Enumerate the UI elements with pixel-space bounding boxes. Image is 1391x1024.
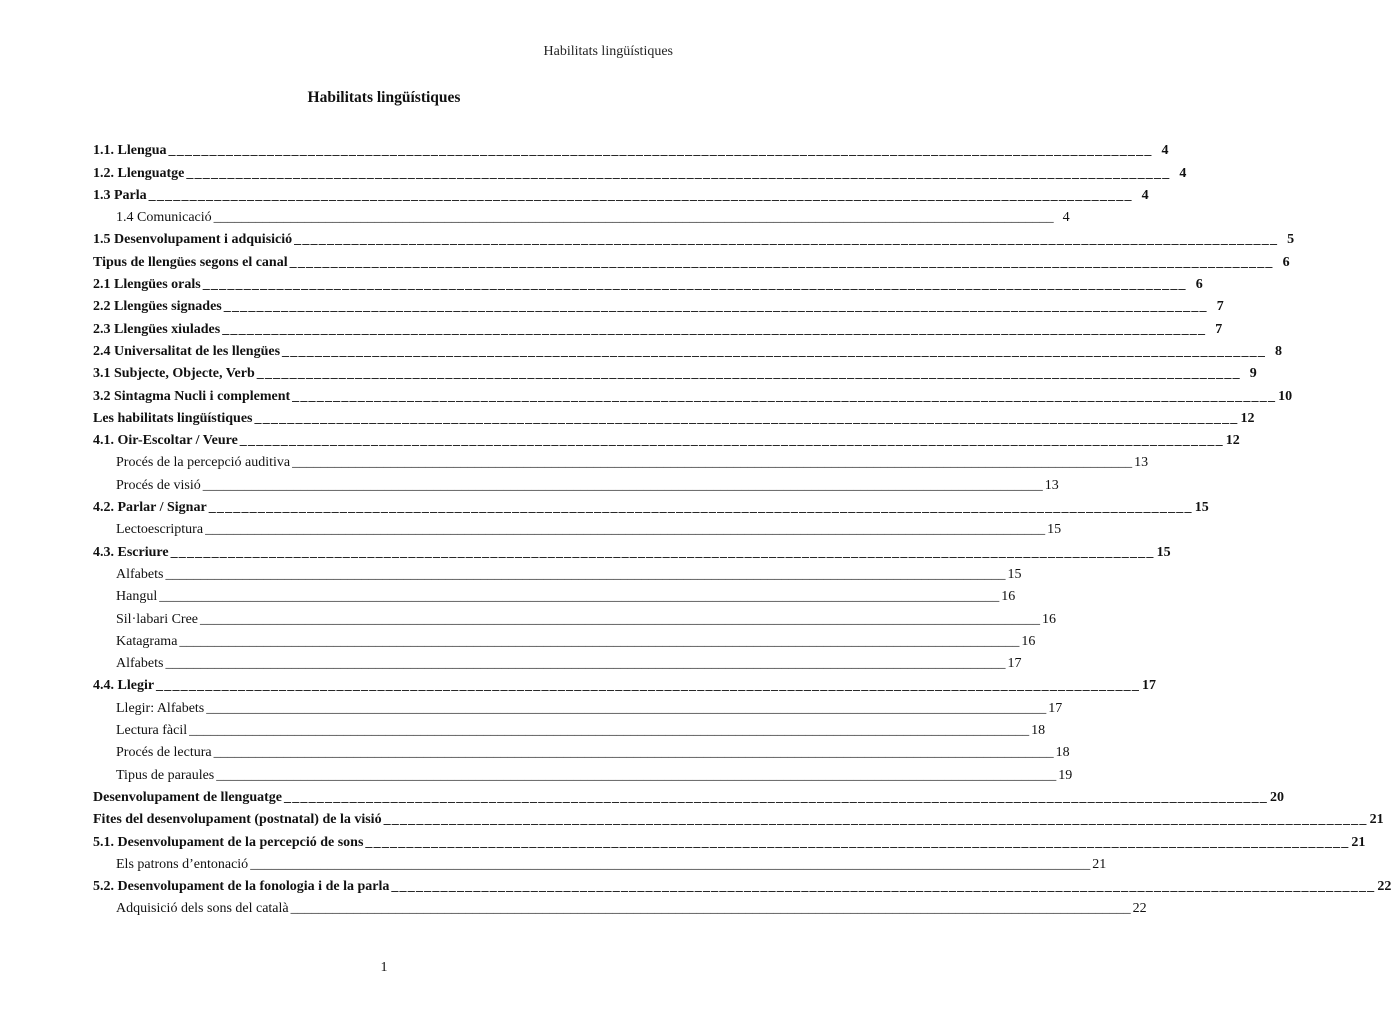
toc-entry-label: Tipus de paraules	[116, 767, 215, 783]
toc-entry[interactable]	[93, 159, 1187, 181]
toc-entry-page: 10	[1278, 388, 1293, 404]
toc-entry[interactable]	[93, 561, 1022, 583]
toc-leader: ________________________________________________________________________________________________________________________	[148, 187, 1133, 203]
toc-entry-label: Lectura fàcil	[116, 723, 188, 739]
toc-leader: ________________________________________________________________________________________________________________________	[202, 277, 1187, 293]
toc-entry-page: 21	[1092, 856, 1107, 872]
toc-entry[interactable]	[93, 672, 1157, 694]
toc-entry-page: 21	[1369, 812, 1384, 828]
toc-entry[interactable]	[93, 338, 1283, 360]
toc-entry[interactable]	[93, 628, 1036, 650]
toc-leader: ________________________________________________________________________________________________________________________	[200, 611, 1041, 627]
toc-entry[interactable]	[93, 650, 1022, 672]
toc-entry-page: 16	[1001, 589, 1016, 605]
toc-entry-page: 22	[1132, 901, 1147, 917]
toc-entry[interactable]	[93, 293, 1224, 315]
toc-entry-label: Procés de la percepció auditiva	[116, 455, 291, 471]
toc-leader: ________________________________________________________________________________________________________________________	[213, 745, 1054, 761]
toc-entry[interactable]	[93, 315, 1223, 337]
toc-entry-label: 1.4 Comunicació	[116, 210, 212, 226]
toc-leader: ________________________________________________________________________________________________________________________	[284, 789, 1268, 805]
toc-entry[interactable]	[93, 739, 1070, 761]
toc-entry[interactable]	[93, 248, 1290, 270]
toc-entry-label: Procés de visió	[116, 477, 201, 493]
toc-entry-label: 2.2 Llengües signades	[93, 299, 222, 315]
toc-leader: ________________________________________________________________________________________________________________________	[289, 254, 1274, 270]
toc-leader: ________________________________________________________________________________________________________________________	[186, 165, 1171, 181]
toc-leader: ________________________________________________________________________________________________________________________	[216, 767, 1057, 783]
toc-entry[interactable]	[93, 895, 1147, 917]
toc-entry-label: 5.1. Desenvolupament de la percepció de sons	[93, 834, 364, 850]
toc-entry[interactable]	[93, 204, 1070, 226]
toc-leader: ________________________________________________________________________________________________________________________	[250, 856, 1091, 872]
toc-leader: ________________________________________________________________________________________________________________________	[213, 210, 1054, 226]
toc-entry-page: 6	[1195, 277, 1203, 293]
toc-entry-page: 13	[1044, 477, 1059, 493]
toc-entry-page: 17	[1048, 700, 1063, 716]
toc-leader: ________________________________________________________________________________________________________________________	[282, 343, 1267, 359]
toc-entry[interactable]	[93, 717, 1046, 739]
running-header: Habilitats lingüístiques	[543, 44, 673, 59]
toc-leader: ________________________________________________________________________________________________________________________	[292, 455, 1133, 471]
toc-entry[interactable]	[93, 605, 1057, 627]
toc-entry-label: 3.1 Subjecte, Objecte, Verb	[93, 366, 255, 382]
toc-entry-label: Adquisició dels sons del català	[116, 901, 289, 917]
toc-entry-label: 4.1. Oir-Escoltar / Veure	[93, 433, 238, 449]
toc-leader: ________________________________________________________________________________________________________________________	[189, 723, 1030, 739]
toc-leader: ________________________________________________________________________________________________________________________	[222, 321, 1207, 337]
toc-entry-label: 4.2. Parlar / Signar	[93, 500, 207, 516]
toc-entry[interactable]	[93, 583, 1016, 605]
toc-entry[interactable]	[93, 516, 1062, 538]
toc-entry-page: 19	[1058, 767, 1073, 783]
page-number: 1	[380, 960, 388, 975]
toc-entry-label: Alfabets	[116, 656, 164, 672]
toc-entry-label: 5.2. Desenvolupament de la fonologia i de la parla	[93, 879, 390, 895]
toc-entry-label: Katagrama	[116, 633, 178, 649]
toc-leader: ________________________________________________________________________________________________________________________	[205, 522, 1046, 538]
toc-leader: ________________________________________________________________________________________________________________________	[256, 366, 1241, 382]
toc-entry-label: 1.1. Llengua	[93, 143, 167, 159]
toc-leader: ________________________________________________________________________________________________________________________	[165, 566, 1006, 582]
toc-entry-page: 7	[1216, 299, 1224, 315]
toc-entry[interactable]	[93, 851, 1107, 873]
toc-leader: ________________________________________________________________________________________________________________________	[391, 879, 1376, 895]
toc-leader: ________________________________________________________________________________________________________________________	[383, 812, 1368, 828]
toc-leader: ________________________________________________________________________________________________________________________	[170, 544, 1155, 560]
toc-entry-page: 18	[1055, 745, 1070, 761]
toc-entry-page: 5	[1287, 232, 1295, 248]
toc-entry-label: Alfabets	[116, 566, 164, 582]
toc-entry-page: 15	[1007, 566, 1022, 582]
toc-entry-label: 1.3 Parla	[93, 187, 147, 203]
table-of-contents	[93, 137, 1391, 917]
toc-entry[interactable]	[93, 494, 1209, 516]
toc-entry-page: 17	[1007, 656, 1022, 672]
toc-entry-label: 4.3. Escriure	[93, 544, 169, 560]
toc-entry-label: 2.1 Llengües orals	[93, 277, 201, 293]
toc-entry-page: 6	[1282, 254, 1290, 270]
toc-entry-page: 4	[1141, 187, 1149, 203]
toc-entry-page: 7	[1215, 321, 1223, 337]
toc-leader: ________________________________________________________________________________________________________________________	[179, 633, 1020, 649]
toc-entry-page: 15	[1156, 544, 1171, 560]
toc-entry[interactable]	[93, 449, 1149, 471]
toc-leader: ________________________________________________________________________________________________________________________	[159, 589, 1000, 605]
toc-leader: ________________________________________________________________________________________________________________________	[156, 678, 1141, 694]
toc-entry-page: 12	[1240, 410, 1255, 426]
toc-entry-label: Procés de lectura	[116, 745, 212, 761]
toc-entry-label: Els patrons d’entonació	[116, 856, 249, 872]
toc-entry-page: 18	[1031, 723, 1046, 739]
toc-leader: ________________________________________________________________________________________________________________________	[294, 232, 1279, 248]
toc-entry[interactable]	[93, 405, 1255, 427]
toc-entry-page: 15	[1047, 522, 1062, 538]
toc-entry-label: Llegir: Alfabets	[116, 700, 205, 716]
toc-entry-label: Lectoescriptura	[116, 522, 204, 538]
toc-entry-page: 17	[1142, 678, 1157, 694]
toc-entry[interactable]	[93, 271, 1203, 293]
toc-leader: ________________________________________________________________________________________________________________________	[254, 410, 1239, 426]
toc-leader: ________________________________________________________________________________________________________________________	[365, 834, 1350, 850]
toc-entry-page: 16	[1042, 611, 1057, 627]
toc-leader: ________________________________________________________________________________________________________________________	[223, 299, 1208, 315]
toc-entry-label: 3.2 Sintagma Nucli i complement	[93, 388, 291, 404]
toc-entry-label: Desenvolupament de llenguatge	[93, 789, 282, 805]
toc-entry-page: 8	[1275, 343, 1283, 359]
toc-entry[interactable]	[93, 828, 1366, 850]
toc-entry-label: Les habilitats lingüístiques	[93, 410, 253, 426]
toc-entry-label: Hangul	[116, 589, 158, 605]
toc-entry-label: 1.2. Llenguatge	[93, 165, 185, 181]
toc-entry-page: 20	[1270, 789, 1284, 805]
toc-entry-label: Sil·labari Cree	[116, 611, 199, 627]
toc-entry-page: 4	[1179, 165, 1187, 181]
toc-entry-label: Fites del desenvolupament (postnatal) de la visió	[93, 812, 382, 828]
toc-entry[interactable]	[93, 471, 1059, 493]
toc-entry[interactable]	[93, 873, 1391, 895]
toc-entry[interactable]	[93, 761, 1073, 783]
toc-entry-label: Tipus de llengües segons el canal	[93, 254, 288, 270]
toc-leader: ________________________________________________________________________________________________________________________	[206, 700, 1047, 716]
toc-entry[interactable]	[93, 427, 1240, 449]
toc-entry-page: 16	[1021, 633, 1036, 649]
toc-entry-page: 22	[1377, 879, 1391, 895]
page-title: Habilitats lingüístiques	[307, 89, 461, 106]
toc-entry-label: 2.3 Llengües xiulades	[93, 321, 221, 337]
toc-entry[interactable]	[93, 382, 1293, 404]
toc-entry-label: 1.5 Desenvolupament i adquisició	[93, 232, 293, 248]
toc-leader: ________________________________________________________________________________________________________________________	[202, 477, 1043, 493]
toc-leader: ________________________________________________________________________________________________________________________	[208, 500, 1193, 516]
toc-leader: ________________________________________________________________________________________________________________________	[292, 388, 1277, 404]
toc-entry[interactable]	[93, 226, 1295, 248]
toc-entry-page: 4	[1062, 210, 1070, 226]
toc-entry[interactable]	[93, 137, 1169, 159]
toc-entry-page: 12	[1225, 433, 1240, 449]
toc-entry-page: 21	[1351, 834, 1366, 850]
toc-entry[interactable]	[93, 360, 1257, 382]
toc-leader: ________________________________________________________________________________________________________________________	[239, 433, 1224, 449]
toc-entry-label: 2.4 Universalitat de les llengües	[93, 343, 281, 359]
toc-entry-page: 13	[1134, 455, 1149, 471]
toc-leader: ________________________________________________________________________________________________________________________	[168, 143, 1153, 159]
toc-entry-page: 15	[1194, 500, 1209, 516]
toc-entry-page: 9	[1249, 366, 1257, 382]
toc-entry-label: 4.4. Llegir	[93, 678, 155, 694]
toc-entry[interactable]	[93, 806, 1384, 828]
toc-entry[interactable]	[93, 784, 1284, 806]
toc-entry[interactable]	[93, 538, 1171, 560]
toc-entry[interactable]	[93, 694, 1063, 716]
toc-entry[interactable]	[93, 182, 1149, 204]
toc-entry-page: 4	[1161, 143, 1169, 159]
toc-leader: ________________________________________________________________________________________________________________________	[165, 656, 1006, 672]
toc-leader: ________________________________________________________________________________________________________________________	[290, 901, 1131, 917]
